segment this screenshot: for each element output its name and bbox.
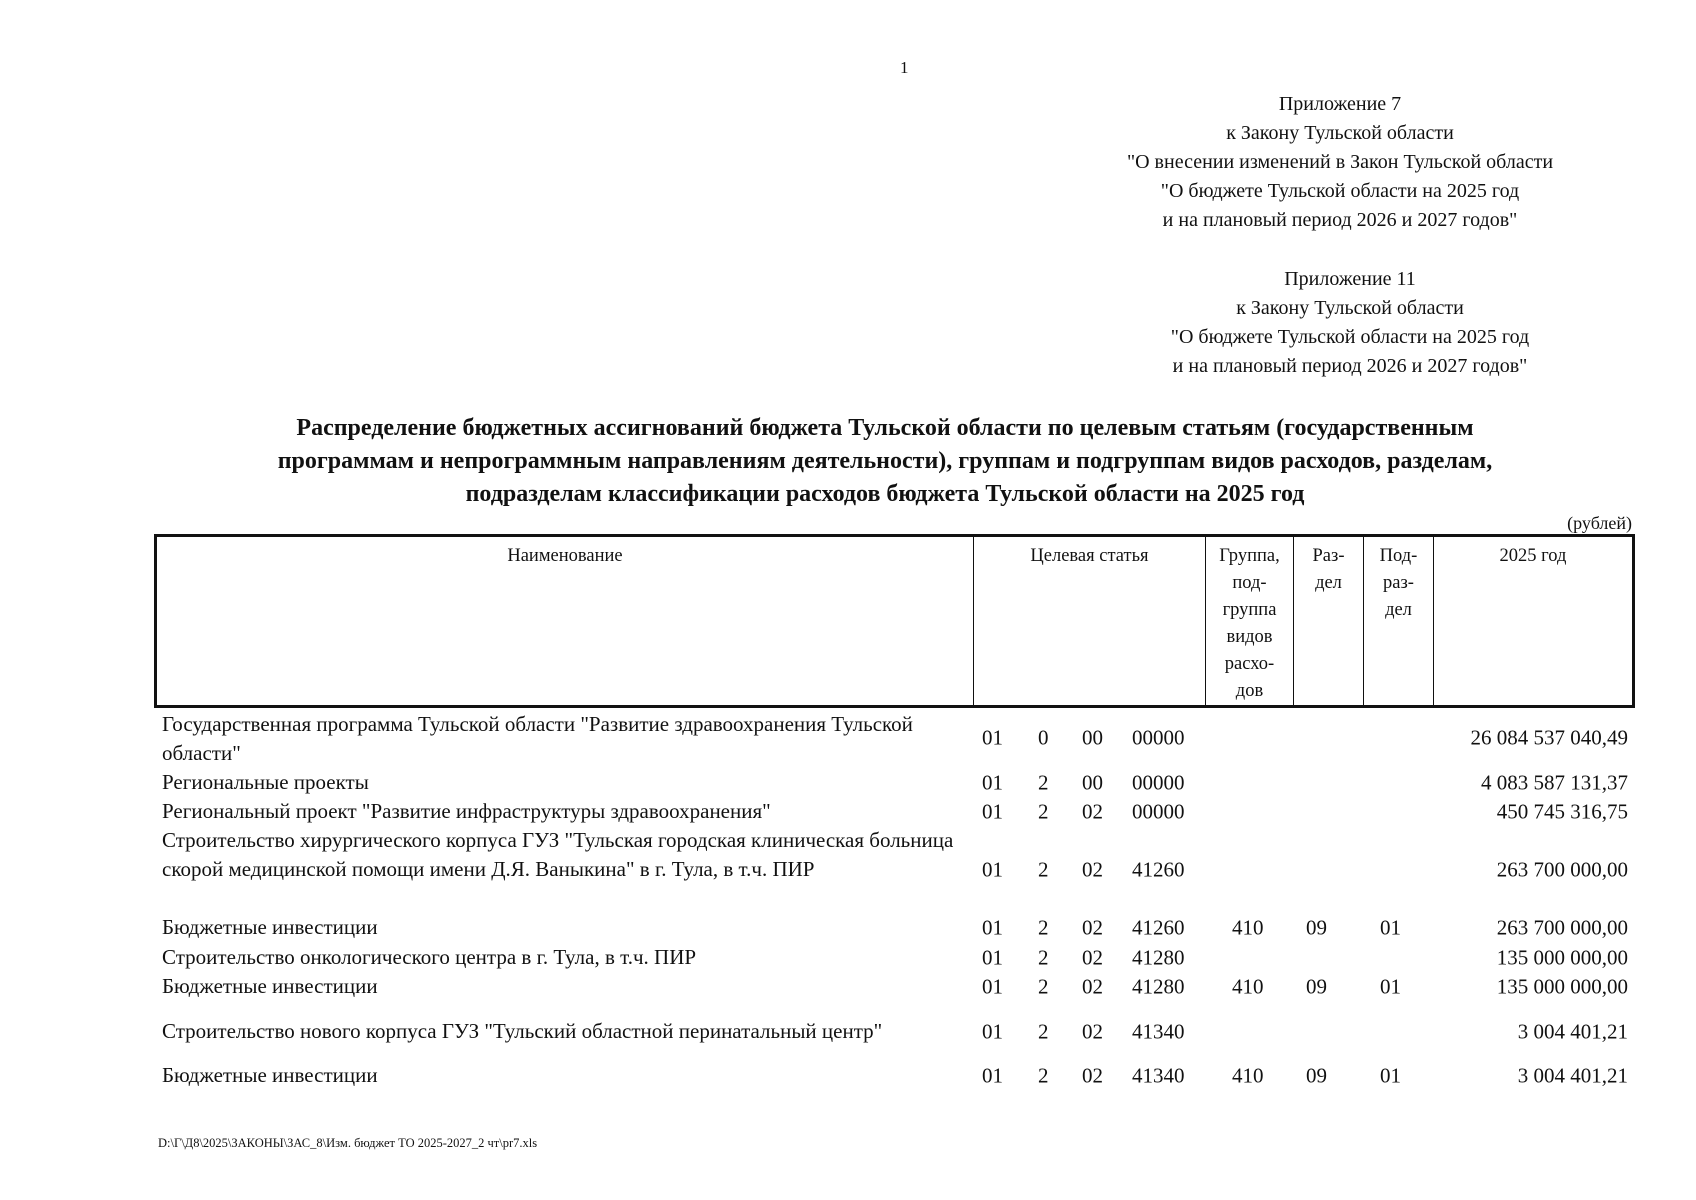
- row-code-main: 02: [1082, 799, 1103, 823]
- appendix-7-line: и на плановый период 2026 и 2027 годов": [1162, 209, 1518, 231]
- row-code-type: 2: [1038, 915, 1049, 940]
- row-code-type: 2: [1038, 770, 1049, 794]
- row-code-direction: 00000: [1132, 725, 1185, 750]
- row-code-type: 2: [1038, 857, 1049, 881]
- title-line: программам и непрограммным направлениям деятельности), группам и подгруппам видов расходов, разделам,: [277, 448, 1493, 474]
- row-group: 410: [1232, 915, 1264, 940]
- row-group: 410: [1232, 1063, 1264, 1087]
- appendix-11-line: "О бюджете Тульской области на 2025 год: [1170, 326, 1530, 348]
- row-subsection: 01: [1380, 974, 1401, 999]
- row-code-direction: 41340: [1132, 1019, 1185, 1043]
- appendix-7-line: к Закону Тульской области: [1226, 122, 1454, 144]
- row-section: 09: [1306, 974, 1327, 999]
- row-code-program: 01: [982, 1063, 1003, 1087]
- row-code-type: 2: [1038, 945, 1049, 969]
- header-group-line: дов: [1235, 681, 1264, 701]
- row-code-main: 00: [1082, 725, 1103, 750]
- appendix-7-line: Приложение 7: [1278, 93, 1402, 115]
- table-row: [154, 768, 1632, 797]
- row-code-main: 02: [1082, 1063, 1103, 1087]
- row-name: Бюджетные инвестиции: [162, 915, 378, 939]
- header-section-line: Раз-: [1312, 546, 1345, 566]
- header-subsection: [1364, 536, 1434, 707]
- row-code-program: 01: [982, 945, 1003, 969]
- row-code-program: 01: [982, 799, 1003, 823]
- header-group-line: расхо-: [1224, 654, 1275, 674]
- row-code-program: 01: [982, 770, 1003, 794]
- table-header: [154, 534, 1635, 708]
- table-body: [154, 708, 1632, 1090]
- row-amount: 3 004 401,21: [1517, 1019, 1628, 1043]
- row-amount: 4 083 587 131,37: [1481, 770, 1628, 794]
- row-code-main: 02: [1082, 857, 1103, 881]
- row-code-main: 00: [1082, 770, 1103, 794]
- page-number: 1: [900, 58, 909, 77]
- row-name: Региональные проекты: [162, 770, 369, 794]
- row-code-main: 02: [1082, 915, 1103, 940]
- row-amount: 263 700 000,00: [1496, 915, 1628, 940]
- table-row: [154, 1002, 1632, 1061]
- row-code-direction: 00000: [1132, 799, 1185, 823]
- table-row: [154, 1061, 1632, 1090]
- header-group-line: видов: [1226, 627, 1273, 647]
- row-section: 09: [1306, 1063, 1327, 1087]
- row-name: Строительство хирургического корпуса ГУЗ "Тульская городская клиническая больница скорой медицинской помощи имени Д.Я. Ваныкина" в г. Тула, в т.ч. ПИР: [162, 828, 954, 881]
- header-section: [1294, 536, 1364, 707]
- row-amount: 26 084 537 040,49: [1470, 725, 1628, 750]
- title-line: подразделам классификации расходов бюджета Тульской области на 2025 год: [465, 481, 1305, 507]
- header-target-article: Целевая статья: [974, 536, 1206, 707]
- appendix-7-line: "О внесении изменений в Закон Тульской области: [1126, 151, 1554, 173]
- row-code-direction: 41260: [1132, 915, 1185, 940]
- header-subsection-line: раз-: [1383, 573, 1414, 593]
- header-subsection-line: дел: [1385, 600, 1412, 620]
- row-group: 410: [1232, 974, 1264, 999]
- header-year: 2025 год: [1434, 536, 1634, 707]
- row-name: Строительство онкологического центра в г. Тула, в т.ч. ПИР: [162, 945, 697, 969]
- table-row: [154, 826, 1632, 913]
- table-row: [154, 913, 1632, 943]
- header-group-line: под-: [1232, 573, 1267, 593]
- row-code-type: 2: [1038, 1019, 1049, 1043]
- title-line: Распределение бюджетных ассигнований бюджета Тульской области по целевым статьям (государственным: [296, 415, 1474, 441]
- row-section: 09: [1306, 915, 1327, 940]
- header-section-line: дел: [1315, 573, 1342, 593]
- row-code-main: 02: [1082, 974, 1103, 999]
- row-code-program: 01: [982, 857, 1003, 881]
- row-code-direction: 41280: [1132, 974, 1185, 999]
- table-row: [154, 972, 1632, 1002]
- unit-label: (рублей): [1567, 513, 1632, 533]
- row-name: Бюджетные инвестиции: [162, 974, 378, 998]
- row-code-type: 2: [1038, 1063, 1049, 1087]
- appendix-7-line: "О бюджете Тульской области на 2025 год: [1160, 180, 1520, 202]
- table-row: [154, 708, 1632, 768]
- row-amount: 135 000 000,00: [1496, 974, 1628, 999]
- row-amount: 135 000 000,00: [1496, 945, 1628, 969]
- row-code-type: 2: [1038, 974, 1049, 999]
- row-amount: 3 004 401,21: [1517, 1063, 1628, 1087]
- row-code-direction: 41340: [1132, 1063, 1185, 1087]
- table-row: [154, 943, 1632, 972]
- row-amount: 450 745 316,75: [1496, 799, 1628, 823]
- header-group-line: Группа,: [1219, 546, 1280, 566]
- header-subsection-line: Под-: [1379, 546, 1418, 566]
- file-path-footer: D:\Г\Д8\2025\ЗАКОНЫ\ЗАС_8\Изм. бюджет ТО 2025-2027_2 чт\pr7.xls: [158, 1136, 538, 1150]
- row-code-direction: 41260: [1132, 857, 1185, 881]
- row-name: Бюджетные инвестиции: [162, 1063, 378, 1087]
- row-code-type: 0: [1038, 725, 1049, 750]
- appendix-11-block: [1100, 265, 1600, 381]
- row-code-direction: 00000: [1132, 770, 1185, 794]
- header-group-line: группа: [1222, 600, 1277, 620]
- row-name: Строительство нового корпуса ГУЗ "Тульский областной перинатальный центр": [162, 1019, 883, 1043]
- row-code-program: 01: [982, 1019, 1003, 1043]
- table-row: [154, 797, 1632, 826]
- row-amount: 263 700 000,00: [1496, 857, 1628, 881]
- appendix-11-line: и на плановый период 2026 и 2027 годов": [1172, 355, 1528, 377]
- appendix-7-block: [1080, 90, 1600, 235]
- row-code-direction: 41280: [1132, 945, 1185, 969]
- header-group: [1206, 536, 1294, 707]
- appendix-11-line: Приложение 11: [1284, 268, 1416, 290]
- row-subsection: 01: [1380, 915, 1401, 940]
- document-title: [170, 412, 1600, 511]
- header-name: Наименование: [156, 536, 974, 707]
- row-code-type: 2: [1038, 799, 1049, 823]
- row-code-main: 02: [1082, 945, 1103, 969]
- row-name: Региональный проект "Развитие инфраструктуры здравоохранения": [162, 799, 771, 823]
- row-code-main: 02: [1082, 1019, 1103, 1043]
- appendix-11-line: к Закону Тульской области: [1236, 297, 1464, 319]
- row-code-program: 01: [982, 974, 1003, 999]
- row-code-program: 01: [982, 915, 1003, 940]
- row-subsection: 01: [1380, 1063, 1401, 1087]
- row-name: Государственная программа Тульской области "Развитие здравоохранения Тульской области": [162, 712, 913, 765]
- row-code-program: 01: [982, 725, 1003, 750]
